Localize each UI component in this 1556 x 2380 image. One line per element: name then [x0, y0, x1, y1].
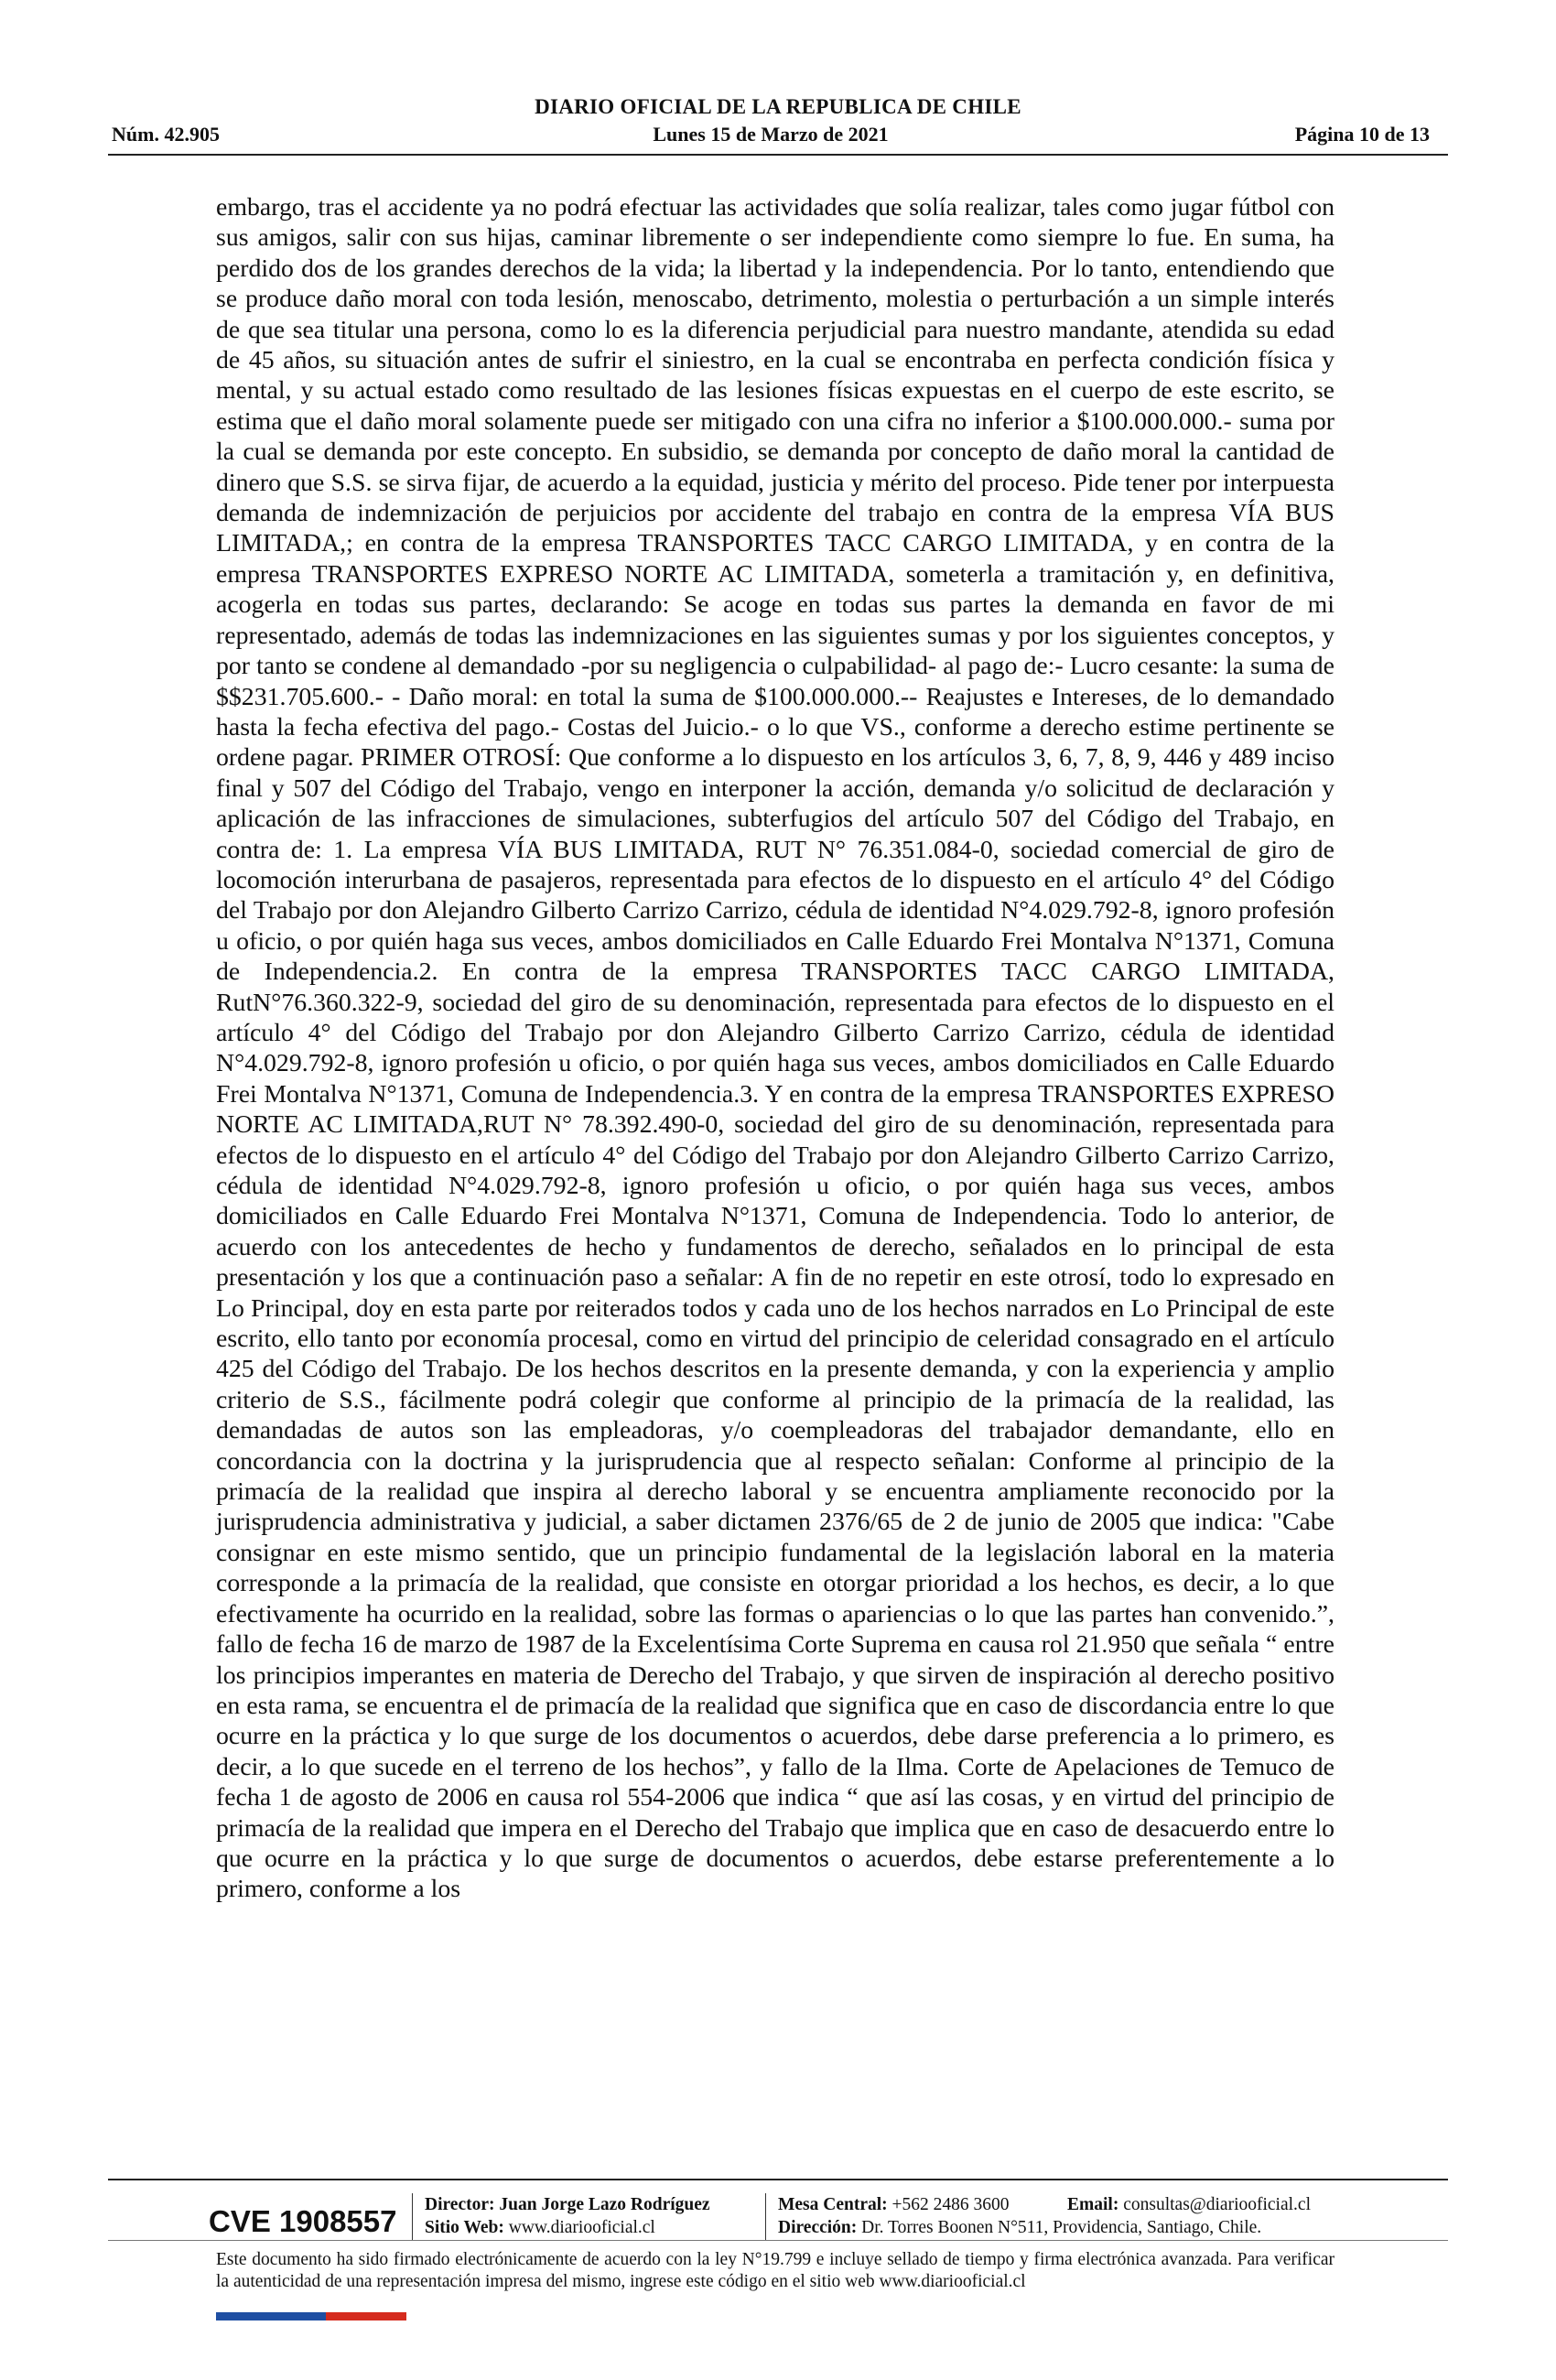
website-link[interactable]: www.diariooficial.cl — [508, 2218, 655, 2237]
footer-separator — [765, 2193, 766, 2241]
footer-director-block — [425, 2193, 710, 2239]
footer-separator — [412, 2193, 413, 2241]
issue-number: Núm. 42.905 — [112, 123, 220, 146]
header-meta-row — [112, 123, 1430, 150]
email-label: Email: — [1067, 2195, 1119, 2214]
footer-divider-thin — [108, 2240, 1448, 2241]
address-value: Dr. Torres Boonen N°511, Providencia, Santiago, Chile. — [861, 2218, 1262, 2237]
footer-contact-block — [778, 2193, 1311, 2239]
cve-code: CVE 1908557 — [209, 2204, 397, 2238]
header-divider — [108, 154, 1448, 156]
address-label: Dirección: — [778, 2218, 858, 2237]
issue-date: Lunes 15 de Marzo de 2021 — [653, 123, 889, 146]
page-number: Página 10 de 13 — [1294, 123, 1430, 146]
director-label: Director: Juan Jorge Lazo Rodríguez — [425, 2195, 710, 2214]
footer-divider — [108, 2179, 1448, 2180]
email-link[interactable]: consultas@diariooficial.cl — [1123, 2195, 1311, 2214]
flag-stripe-blue — [216, 2312, 326, 2320]
flag-stripe-red — [326, 2312, 406, 2320]
mesa-central-label: Mesa Central: — [778, 2195, 888, 2214]
mesa-central-phone: +562 2486 3600 — [891, 2195, 1010, 2214]
signature-disclaimer: Este documento ha sido firmado electrónicamente de acuerdo con la ley N°19.799 e incluye sellado de tiempo y firma electrónica avanzada. Para verificar la autenticidad de una representación impresa del mismo, ingrese este código en el sitio web www.diariooficial.cl — [216, 2250, 1334, 2291]
website-label: Sitio Web: — [425, 2218, 504, 2237]
newspaper-title: DIARIO OFICIAL DE LA REPUBLICA DE CHILE — [535, 95, 1021, 118]
document-body-text: embargo, tras el accidente ya no podrá efectuar las actividades que solía realizar, tales como jugar fútbol con sus amigos, salir con sus hijas, caminar libremente o ser independiente como siempre lo fue. En suma, ha perdido dos de los grandes derechos de la vida; la libertad y la independencia. Por lo tanto, entendiendo que se produce daño moral con toda lesión, menoscabo, detrimento, molestia o perturbación a un simple interés de que sea titular una persona, como lo es la diferencia perjudicial para nuestro mandante, atendida su edad de 45 años, su situación antes de sufrir el siniestro, en la cual se encontraba en perfecta condición física y mental, y su actual estado como resultado de las lesiones físicas expuestas en el cuerpo de este escrito, se estima que el daño moral solamente puede ser mitigado con una cifra no inferior a $100.000.000.- suma por la cual se demanda por este concepto. En subsidio, se demanda por concepto de daño moral la cantidad de dinero que S.S. se sirva fijar, de acuerdo a la equidad, justicia y mérito del proceso. Pide tener por interpuesta demanda de indemnización de perjuicios por accidente del trabajo en contra de la empresa VÍA BUS LIMITADA,; en contra de la empresa TRANSPORTES TACC CARGO LIMITADA, y en contra de la empresa TRANSPORTES EXPRESO NORTE AC LIMITADA, someterla a tramitación y, en definitiva, acogerla en todas sus partes, declarando: Se acoge en todas sus partes la demanda en favor de mi representado, además de todas las indemnizaciones en las siguientes sumas y por los siguientes conceptos, y por tanto se condene al demandado -por su negligencia o culpabilidad- al pago de:- Lucro cesante: la suma de $$231.705.600.- - Daño moral: en total la suma de $100.000.000.-- Reajustes e Intereses, de lo demandado hasta la fecha efectiva del pago.- Costas del Juicio.- o lo que VS., conforme a derecho estime pertinente se ordene pagar. PRIMER OTROSÍ: Que conforme a lo dispuesto en los artículos 3, 6, 7, 8, 9, 446 y 489 inciso final y 507 del Código del Trabajo, vengo en interponer la acción, demanda y/o solicitud de declaración y aplicación de las infracciones de simulaciones, subterfugios del artículo 507 del Código del Trabajo, en contra de: 1. La empresa VÍA BUS LIMITADA, RUT N° 76.351.084-0, sociedad comercial de giro de locomoción interurbana de pasajeros, representada para efectos de lo dispuesto en el artículo 4° del Código del Trabajo por don Alejandro Gilberto Carrizo Carrizo, cédula de identidad N°4.029.792-8, ignoro profesión u oficio, o por quién haga sus veces, ambos domiciliados en Calle Eduardo Frei Montalva N°1371, Comuna de Independencia.2. En contra de la empresa TRANSPORTES TACC CARGO LIMITADA, RutN°76.360.322-9, sociedad del giro de su denominación, representada para efectos de lo dispuesto en el artículo 4° del Código del Trabajo por don Alejandro Gilberto Carrizo Carrizo, cédula de identidad N°4.029.792-8, ignoro profesión u oficio, o por quién haga sus veces, ambos domiciliados en Calle Eduardo Frei Montalva N°1371, Comuna de Independencia.3. Y en contra de la empresa TRANSPORTES EXPRESO NORTE AC LIMITADA,RUT N° 78.392.490-0, sociedad del giro de su denominación, representada para efectos de lo dispuesto en el artículo 4° del Código del Trabajo por don Alejandro Gilberto Carrizo Carrizo, cédula de identidad N°4.029.792-8, ignoro profesión u oficio, o por quién haga sus veces, ambos domiciliados en Calle Eduardo Frei Montalva N°1371, Comuna de Independencia. Todo lo anterior, de acuerdo con los antecedentes de hecho y fundamentos de derecho, señalados en lo principal de esta presentación y los que a continuación paso a señalar: A fin de no repetir en este otrosí, todo lo expresado en Lo Principal, doy en esta parte por reiterados todos y cada uno de los hechos narrados en Lo Principal de este escrito, ello tanto por economía procesal, como en virtud del principio de celeridad consagrado en el artículo 425 del Código del Trabajo. De los hechos descritos en la presente demanda, y con la experiencia y amplio criterio de S.S., fácilmente podrá colegir que conforme al principio de la primacía de la realidad, las demandadas de autos son las empleadoras, y/o coempleadoras del trabajador demandante, ello en concordancia con la doctrina y la jurisprudencia que al respecto señalan: Conforme al principio de la primacía de la realidad que inspira al derecho laboral y se encuentra ampliamente reconocido por la jurisprudencia administrativa y judicial, a saber dictamen 2376/65 de 2 de junio de 2005 que indica: "Cabe consignar en este mismo sentido, que un principio fundamental de la legislación laboral en la materia corresponde a la primacía de la realidad, que consiste en otorgar prioridad a los hechos, es decir, a lo que efectivamente ha ocurrido en la realidad, sobre las formas o apariencias o lo que las partes han convenido.”, fallo de fecha 16 de marzo de 1987 de la Excelentísima Corte Suprema en causa rol 21.950 que señala “ entre los principios imperantes en materia de Derecho del Trabajo, y que sirven de inspiración al derecho positivo en esta rama, se encuentra el de primacía de la realidad que significa que en caso de discordancia entre lo que ocurre en la práctica y lo que surge de los documentos o acuerdos, debe darse preferencia a lo primero, es decir, a lo que sucede en el terreno de los hechos”, y fallo de la Ilma. Corte de Apelaciones de Temuco de fecha 1 de agosto de 2006 en causa rol 554-2006 que indica “ que así las cosas, y en virtud del principio de primacía de la realidad que impera en el Derecho del Trabajo que implica que en caso de desacuerdo entre lo que ocurre en la práctica y lo que surge de documentos o acuerdos, debe estarse preferentemente a lo primero, conforme a los — [216, 193, 1334, 1904]
